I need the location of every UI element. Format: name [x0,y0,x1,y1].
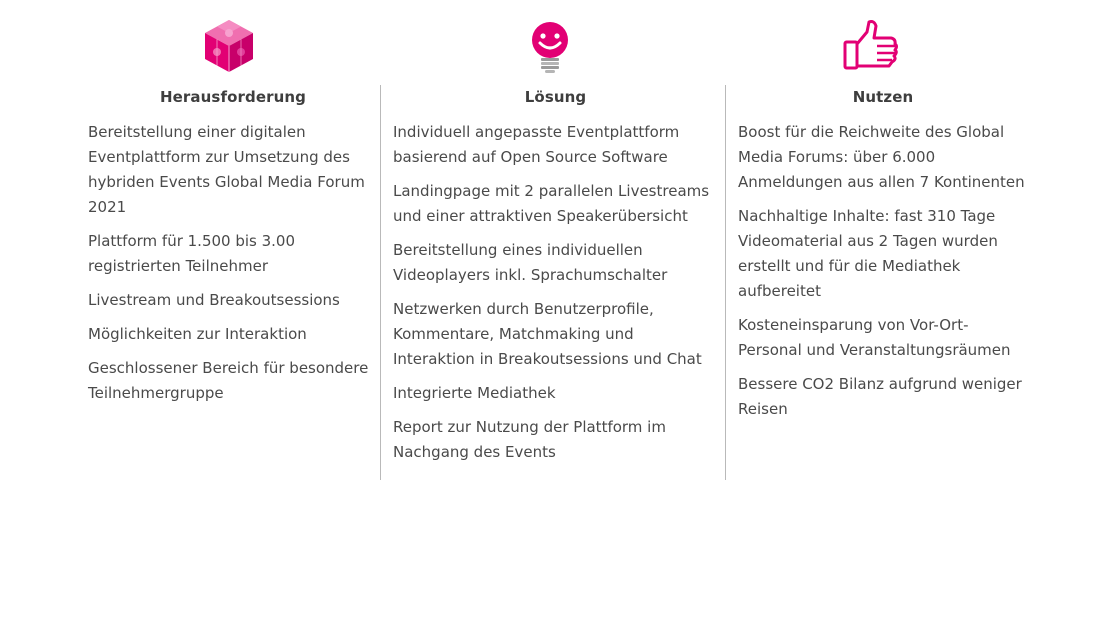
list-item: Livestream und Breakoutsessions [88,291,340,309]
smiling-lightbulb-icon [520,16,580,76]
column-divider [725,85,726,480]
list-item: Bereitstellung eines individuellen Videoplayers inkl. Sprachumschalter [393,241,668,284]
item-list [393,120,718,474]
column-title: Lösung [524,88,587,106]
item-list [88,120,378,415]
column-divider [380,85,381,480]
list-item: Plattform für 1.500 bis 3.00 registrierten Teilnehmer [88,232,296,275]
column-title: Herausforderung [160,88,306,106]
list-item: Bessere CO2 Bilanz aufgrund weniger Reisen [738,375,1022,418]
list-item: Bereitstellung einer digitalen Eventplattform zur Umsetzung des hybriden Events Global Media Forum 2021 [88,123,365,216]
list-item: Möglichkeiten zur Interaktion [88,325,307,343]
list-item: Netzwerken durch Benutzerprofile, Kommentare, Matchmaking und Interaktion in Breakoutsessions und Chat [393,300,702,368]
item-list [738,120,1028,431]
list-item: Geschlossener Bereich für besondere Teilnehmergruppe [88,359,369,402]
column-title: Nutzen [852,88,914,106]
list-item: Nachhaltige Inhalte: fast 310 Tage Videomaterial aus 2 Tagen wurden erstellt und für die Mediathek aufbereitet [738,207,998,300]
list-item: Individuell angepasste Eventplattform basierend auf Open Source Software [393,123,680,166]
list-item: Kosteneinsparung von Vor-Ort-Personal und Veranstaltungsräumen [738,316,1011,359]
list-item: Landingpage mit 2 parallelen Livestreams und einer attraktiven Speakerübersicht [393,182,710,225]
list-item: Boost für die Reichweite des Global Media Forums: über 6.000 Anmeldungen aus allen 7 Kontinenten [738,123,1025,191]
thumbs-up-icon [841,16,901,76]
puzzle-cube-icon [201,16,261,76]
list-item: Integrierte Mediathek [393,384,556,402]
list-item: Report zur Nutzung der Plattform im Nachgang des Events [393,418,666,461]
